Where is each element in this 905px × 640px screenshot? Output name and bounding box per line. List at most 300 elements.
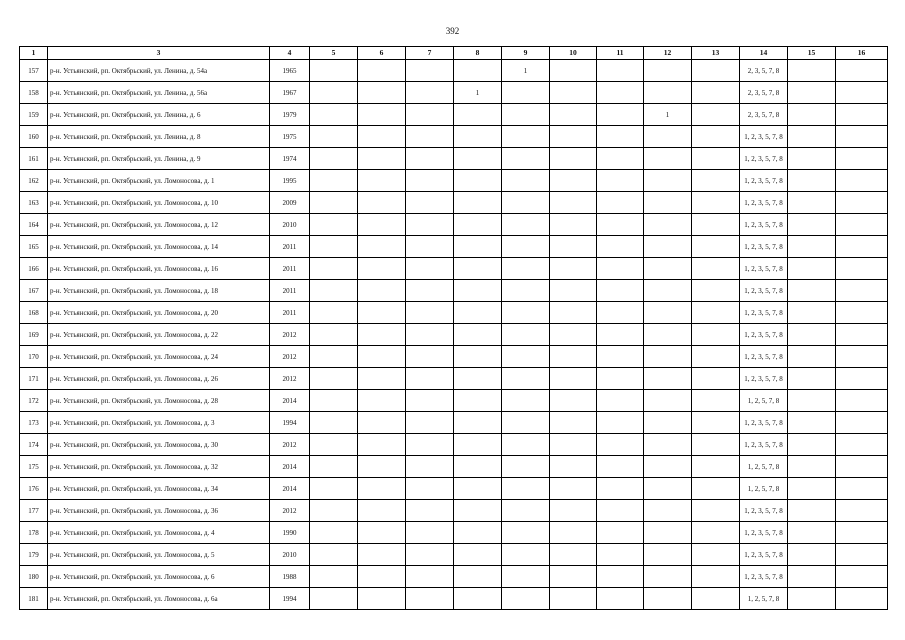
year-cell: 2012 <box>270 346 310 368</box>
codes-cell: 1, 2, 3, 5, 7, 8 <box>740 258 788 280</box>
cell-col-9 <box>502 588 550 610</box>
column-header: 14 <box>740 47 788 60</box>
codes-cell: 1, 2, 5, 7, 8 <box>740 456 788 478</box>
cell-col-11 <box>597 258 644 280</box>
cell-col-5 <box>310 236 358 258</box>
table-row <box>20 544 888 566</box>
cell-col-8 <box>454 214 502 236</box>
cell-col-12 <box>644 236 692 258</box>
cell-col-16 <box>836 126 888 148</box>
cell-col-9 <box>502 280 550 302</box>
cell-col-9 <box>502 302 550 324</box>
cell-col-6 <box>358 324 406 346</box>
row-number: 174 <box>20 434 48 456</box>
cell-col-9 <box>502 324 550 346</box>
codes-cell: 1, 2, 3, 5, 7, 8 <box>740 500 788 522</box>
cell-col-12 <box>644 324 692 346</box>
cell-col-9 <box>502 236 550 258</box>
cell-col-10 <box>550 214 597 236</box>
address-cell: р-н. Устьянский, рп. Октябрьский, ул. Ломоносова, д. 1 <box>48 170 270 192</box>
cell-col-6 <box>358 500 406 522</box>
column-header: 13 <box>692 47 740 60</box>
cell-col-11 <box>597 566 644 588</box>
row-number: 171 <box>20 368 48 390</box>
cell-col-5 <box>310 280 358 302</box>
address-cell: р-н. Устьянский, рп. Октябрьский, ул. Ломоносова, д. 10 <box>48 192 270 214</box>
table-row <box>20 302 888 324</box>
cell-col-12 <box>644 302 692 324</box>
address-cell: р-н. Устьянский, рп. Октябрьский, ул. Ломоносова, д. 26 <box>48 368 270 390</box>
cell-col-9 <box>502 104 550 126</box>
cell-col-5 <box>310 566 358 588</box>
cell-col-7 <box>406 588 454 610</box>
cell-col-15 <box>788 456 836 478</box>
address-cell: р-н. Устьянский, рп. Октябрьский, ул. Ленина, д. 6 <box>48 104 270 126</box>
cell-col-9 <box>502 192 550 214</box>
cell-col-16 <box>836 302 888 324</box>
cell-col-9 <box>502 522 550 544</box>
cell-col-7 <box>406 148 454 170</box>
cell-col-6 <box>358 82 406 104</box>
cell-col-15 <box>788 368 836 390</box>
year-cell: 2009 <box>270 192 310 214</box>
row-number: 162 <box>20 170 48 192</box>
cell-col-5 <box>310 60 358 82</box>
cell-col-5 <box>310 412 358 434</box>
cell-col-8 <box>454 522 502 544</box>
cell-col-11 <box>597 478 644 500</box>
column-header: 12 <box>644 47 692 60</box>
table-row <box>20 82 888 104</box>
codes-cell: 1, 2, 5, 7, 8 <box>740 588 788 610</box>
year-cell: 1995 <box>270 170 310 192</box>
cell-col-13 <box>692 60 740 82</box>
address-cell: р-н. Устьянский, рп. Октябрьский, ул. Ломоносова, д. 18 <box>48 280 270 302</box>
cell-col-10 <box>550 456 597 478</box>
cell-col-12 <box>644 214 692 236</box>
cell-col-9 <box>502 368 550 390</box>
cell-col-9 <box>502 214 550 236</box>
cell-col-11 <box>597 236 644 258</box>
address-cell: р-н. Устьянский, рп. Октябрьский, ул. Ленина, д. 8 <box>48 126 270 148</box>
cell-col-13 <box>692 170 740 192</box>
cell-col-6 <box>358 346 406 368</box>
cell-col-12 <box>644 148 692 170</box>
cell-col-5 <box>310 126 358 148</box>
cell-col-13 <box>692 434 740 456</box>
cell-col-13 <box>692 104 740 126</box>
row-number: 172 <box>20 390 48 412</box>
table-row <box>20 170 888 192</box>
cell-col-15 <box>788 60 836 82</box>
codes-cell: 1, 2, 3, 5, 7, 8 <box>740 566 788 588</box>
cell-col-13 <box>692 544 740 566</box>
cell-col-9 <box>502 258 550 280</box>
table-row <box>20 104 888 126</box>
cell-col-12 <box>644 544 692 566</box>
year-cell: 2012 <box>270 368 310 390</box>
cell-col-5 <box>310 214 358 236</box>
row-number: 177 <box>20 500 48 522</box>
column-header: 11 <box>597 47 644 60</box>
codes-cell: 1, 2, 3, 5, 7, 8 <box>740 522 788 544</box>
cell-col-8 <box>454 566 502 588</box>
cell-col-5 <box>310 456 358 478</box>
cell-col-11 <box>597 126 644 148</box>
cell-col-15 <box>788 544 836 566</box>
column-header: 4 <box>270 47 310 60</box>
cell-col-15 <box>788 214 836 236</box>
codes-cell: 2, 3, 5, 7, 8 <box>740 82 788 104</box>
cell-col-10 <box>550 588 597 610</box>
table-row <box>20 126 888 148</box>
cell-col-10 <box>550 324 597 346</box>
codes-cell: 1, 2, 3, 5, 7, 8 <box>740 302 788 324</box>
cell-col-15 <box>788 302 836 324</box>
row-number: 181 <box>20 588 48 610</box>
cell-col-7 <box>406 500 454 522</box>
cell-col-12 <box>644 588 692 610</box>
address-cell: р-н. Устьянский, рп. Октябрьский, ул. Ломоносова, д. 16 <box>48 258 270 280</box>
cell-col-9 <box>502 478 550 500</box>
cell-col-15 <box>788 434 836 456</box>
cell-col-11 <box>597 214 644 236</box>
cell-col-6 <box>358 368 406 390</box>
cell-col-5 <box>310 478 358 500</box>
cell-col-6 <box>358 456 406 478</box>
table-row <box>20 60 888 82</box>
cell-col-12 <box>644 390 692 412</box>
row-number: 168 <box>20 302 48 324</box>
cell-col-7 <box>406 544 454 566</box>
cell-col-16 <box>836 434 888 456</box>
cell-col-7 <box>406 434 454 456</box>
cell-col-8 <box>454 324 502 346</box>
cell-col-16 <box>836 500 888 522</box>
cell-col-7 <box>406 566 454 588</box>
address-cell: р-н. Устьянский, рп. Октябрьский, ул. Ломоносова, д. 30 <box>48 434 270 456</box>
codes-cell: 1, 2, 3, 5, 7, 8 <box>740 148 788 170</box>
cell-col-5 <box>310 588 358 610</box>
cell-col-13 <box>692 214 740 236</box>
cell-col-16 <box>836 544 888 566</box>
year-cell: 1994 <box>270 412 310 434</box>
cell-col-6 <box>358 478 406 500</box>
cell-col-10 <box>550 192 597 214</box>
cell-col-10 <box>550 368 597 390</box>
address-cell: р-н. Устьянский, рп. Октябрьский, ул. Ломоносова, д. 6 <box>48 566 270 588</box>
cell-col-8 <box>454 170 502 192</box>
cell-col-9 <box>502 346 550 368</box>
cell-col-6 <box>358 60 406 82</box>
cell-col-10 <box>550 60 597 82</box>
cell-col-10 <box>550 346 597 368</box>
cell-col-9 <box>502 82 550 104</box>
cell-col-9 <box>502 456 550 478</box>
cell-col-10 <box>550 236 597 258</box>
codes-cell: 1, 2, 3, 5, 7, 8 <box>740 126 788 148</box>
cell-col-7 <box>406 192 454 214</box>
cell-col-12 <box>644 258 692 280</box>
cell-col-5 <box>310 390 358 412</box>
row-number: 178 <box>20 522 48 544</box>
cell-col-6 <box>358 566 406 588</box>
cell-col-9 <box>502 434 550 456</box>
cell-col-11 <box>597 82 644 104</box>
cell-col-11 <box>597 148 644 170</box>
cell-col-13 <box>692 258 740 280</box>
cell-col-8: 1 <box>454 82 502 104</box>
row-number: 163 <box>20 192 48 214</box>
codes-cell: 1, 2, 3, 5, 7, 8 <box>740 368 788 390</box>
cell-col-12 <box>644 126 692 148</box>
cell-col-6 <box>358 126 406 148</box>
address-cell: р-н. Устьянский, рп. Октябрьский, ул. Ломоносова, д. 20 <box>48 302 270 324</box>
cell-col-12 <box>644 368 692 390</box>
year-cell: 2011 <box>270 302 310 324</box>
cell-col-9 <box>502 170 550 192</box>
cell-col-5 <box>310 82 358 104</box>
row-number: 164 <box>20 214 48 236</box>
cell-col-8 <box>454 434 502 456</box>
cell-col-11 <box>597 324 644 346</box>
row-number: 179 <box>20 544 48 566</box>
cell-col-16 <box>836 324 888 346</box>
year-cell: 1990 <box>270 522 310 544</box>
cell-col-15 <box>788 170 836 192</box>
table-row <box>20 346 888 368</box>
codes-cell: 1, 2, 3, 5, 7, 8 <box>740 434 788 456</box>
cell-col-11 <box>597 588 644 610</box>
cell-col-13 <box>692 280 740 302</box>
cell-col-7 <box>406 478 454 500</box>
cell-col-7 <box>406 214 454 236</box>
address-cell: р-н. Устьянский, рп. Октябрьский, ул. Ломоносова, д. 4 <box>48 522 270 544</box>
table-row <box>20 192 888 214</box>
header-row <box>20 47 888 60</box>
cell-col-16 <box>836 280 888 302</box>
cell-col-10 <box>550 258 597 280</box>
cell-col-10 <box>550 434 597 456</box>
cell-col-13 <box>692 566 740 588</box>
cell-col-5 <box>310 368 358 390</box>
cell-col-11 <box>597 60 644 82</box>
cell-col-16 <box>836 368 888 390</box>
cell-col-7 <box>406 368 454 390</box>
cell-col-5 <box>310 148 358 170</box>
cell-col-16 <box>836 412 888 434</box>
cell-col-10 <box>550 104 597 126</box>
row-number: 173 <box>20 412 48 434</box>
cell-col-15 <box>788 324 836 346</box>
table-row <box>20 434 888 456</box>
cell-col-15 <box>788 390 836 412</box>
cell-col-6 <box>358 170 406 192</box>
year-cell: 1975 <box>270 126 310 148</box>
cell-col-12 <box>644 60 692 82</box>
cell-col-8 <box>454 500 502 522</box>
cell-col-5 <box>310 346 358 368</box>
cell-col-16 <box>836 522 888 544</box>
cell-col-5 <box>310 258 358 280</box>
cell-col-12 <box>644 346 692 368</box>
cell-col-7 <box>406 126 454 148</box>
cell-col-5 <box>310 170 358 192</box>
cell-col-16 <box>836 346 888 368</box>
cell-col-7 <box>406 258 454 280</box>
table-row <box>20 324 888 346</box>
address-cell: р-н. Устьянский, рп. Октябрьский, ул. Ломоносова, д. 24 <box>48 346 270 368</box>
cell-col-15 <box>788 588 836 610</box>
cell-col-11 <box>597 434 644 456</box>
cell-col-6 <box>358 192 406 214</box>
column-header: 5 <box>310 47 358 60</box>
page-number: 392 <box>445 26 460 36</box>
year-cell: 2014 <box>270 390 310 412</box>
cell-col-13 <box>692 390 740 412</box>
cell-col-8 <box>454 544 502 566</box>
row-number: 167 <box>20 280 48 302</box>
row-number: 170 <box>20 346 48 368</box>
cell-col-8 <box>454 60 502 82</box>
column-header: 6 <box>358 47 406 60</box>
column-header: 10 <box>550 47 597 60</box>
cell-col-16 <box>836 214 888 236</box>
year-cell: 2014 <box>270 478 310 500</box>
address-cell: р-н. Устьянский, рп. Октябрьский, ул. Ломоносова, д. 14 <box>48 236 270 258</box>
year-cell: 1979 <box>270 104 310 126</box>
cell-col-7 <box>406 60 454 82</box>
row-number: 176 <box>20 478 48 500</box>
cell-col-13 <box>692 500 740 522</box>
cell-col-6 <box>358 280 406 302</box>
cell-col-16 <box>836 170 888 192</box>
row-number: 166 <box>20 258 48 280</box>
codes-cell: 1, 2, 3, 5, 7, 8 <box>740 280 788 302</box>
year-cell: 1994 <box>270 588 310 610</box>
cell-col-15 <box>788 82 836 104</box>
table-row <box>20 566 888 588</box>
year-cell: 2011 <box>270 280 310 302</box>
codes-cell: 1, 2, 3, 5, 7, 8 <box>740 324 788 346</box>
cell-col-13 <box>692 324 740 346</box>
cell-col-10 <box>550 500 597 522</box>
cell-col-15 <box>788 236 836 258</box>
year-cell: 2010 <box>270 214 310 236</box>
codes-cell: 2, 3, 5, 7, 8 <box>740 60 788 82</box>
column-header: 15 <box>788 47 836 60</box>
cell-col-5 <box>310 522 358 544</box>
address-cell: р-н. Устьянский, рп. Октябрьский, ул. Ломоносова, д. 6а <box>48 588 270 610</box>
column-header: 9 <box>502 47 550 60</box>
cell-col-7 <box>406 236 454 258</box>
cell-col-5 <box>310 500 358 522</box>
cell-col-7 <box>406 170 454 192</box>
cell-col-12 <box>644 280 692 302</box>
cell-col-8 <box>454 412 502 434</box>
cell-col-11 <box>597 170 644 192</box>
cell-col-12 <box>644 478 692 500</box>
year-cell: 1965 <box>270 60 310 82</box>
address-cell: р-н. Устьянский, рп. Октябрьский, ул. Ломоносова, д. 5 <box>48 544 270 566</box>
codes-cell: 2, 3, 5, 7, 8 <box>740 104 788 126</box>
table-row <box>20 456 888 478</box>
cell-col-16 <box>836 258 888 280</box>
cell-col-7 <box>406 522 454 544</box>
cell-col-8 <box>454 280 502 302</box>
address-cell: р-н. Устьянский, рп. Октябрьский, ул. Ломоносова, д. 34 <box>48 478 270 500</box>
cell-col-15 <box>788 126 836 148</box>
cell-col-9 <box>502 126 550 148</box>
year-cell: 2010 <box>270 544 310 566</box>
address-cell: р-н. Устьянский, рп. Октябрьский, ул. Ломоносова, д. 32 <box>48 456 270 478</box>
cell-col-7 <box>406 412 454 434</box>
table-row <box>20 258 888 280</box>
cell-col-12 <box>644 82 692 104</box>
cell-col-8 <box>454 258 502 280</box>
cell-col-15 <box>788 280 836 302</box>
cell-col-6 <box>358 588 406 610</box>
cell-col-12 <box>644 500 692 522</box>
cell-col-16 <box>836 588 888 610</box>
cell-col-13 <box>692 478 740 500</box>
cell-col-16 <box>836 148 888 170</box>
cell-col-8 <box>454 390 502 412</box>
cell-col-16 <box>836 60 888 82</box>
cell-col-15 <box>788 412 836 434</box>
cell-col-10 <box>550 544 597 566</box>
address-cell: р-н. Устьянский, рп. Октябрьский, ул. Ломоносова, д. 36 <box>48 500 270 522</box>
codes-cell: 1, 2, 3, 5, 7, 8 <box>740 236 788 258</box>
cell-col-6 <box>358 544 406 566</box>
cell-col-10 <box>550 390 597 412</box>
cell-col-11 <box>597 346 644 368</box>
cell-col-7 <box>406 346 454 368</box>
column-header: 16 <box>836 47 888 60</box>
cell-col-16 <box>836 82 888 104</box>
cell-col-16 <box>836 566 888 588</box>
cell-col-9 <box>502 148 550 170</box>
cell-col-16 <box>836 192 888 214</box>
cell-col-9 <box>502 500 550 522</box>
address-cell: р-н. Устьянский, рп. Октябрьский, ул. Ломоносова, д. 12 <box>48 214 270 236</box>
row-number: 165 <box>20 236 48 258</box>
cell-col-10 <box>550 148 597 170</box>
cell-col-8 <box>454 346 502 368</box>
cell-col-10 <box>550 478 597 500</box>
address-cell: р-н. Устьянский, рп. Октябрьский, ул. Ленина, д. 9 <box>48 148 270 170</box>
table-row <box>20 522 888 544</box>
cell-col-15 <box>788 500 836 522</box>
row-number: 180 <box>20 566 48 588</box>
cell-col-10 <box>550 302 597 324</box>
cell-col-11 <box>597 192 644 214</box>
cell-col-9: 1 <box>502 60 550 82</box>
cell-col-13 <box>692 346 740 368</box>
table-row <box>20 588 888 610</box>
cell-col-5 <box>310 434 358 456</box>
cell-col-16 <box>836 390 888 412</box>
cell-col-13 <box>692 148 740 170</box>
cell-col-15 <box>788 104 836 126</box>
year-cell: 1967 <box>270 82 310 104</box>
cell-col-12 <box>644 522 692 544</box>
address-cell: р-н. Устьянский, рп. Октябрьский, ул. Ломоносова, д. 28 <box>48 390 270 412</box>
codes-cell: 1, 2, 3, 5, 7, 8 <box>740 544 788 566</box>
table-row <box>20 478 888 500</box>
cell-col-9 <box>502 390 550 412</box>
cell-col-10 <box>550 126 597 148</box>
